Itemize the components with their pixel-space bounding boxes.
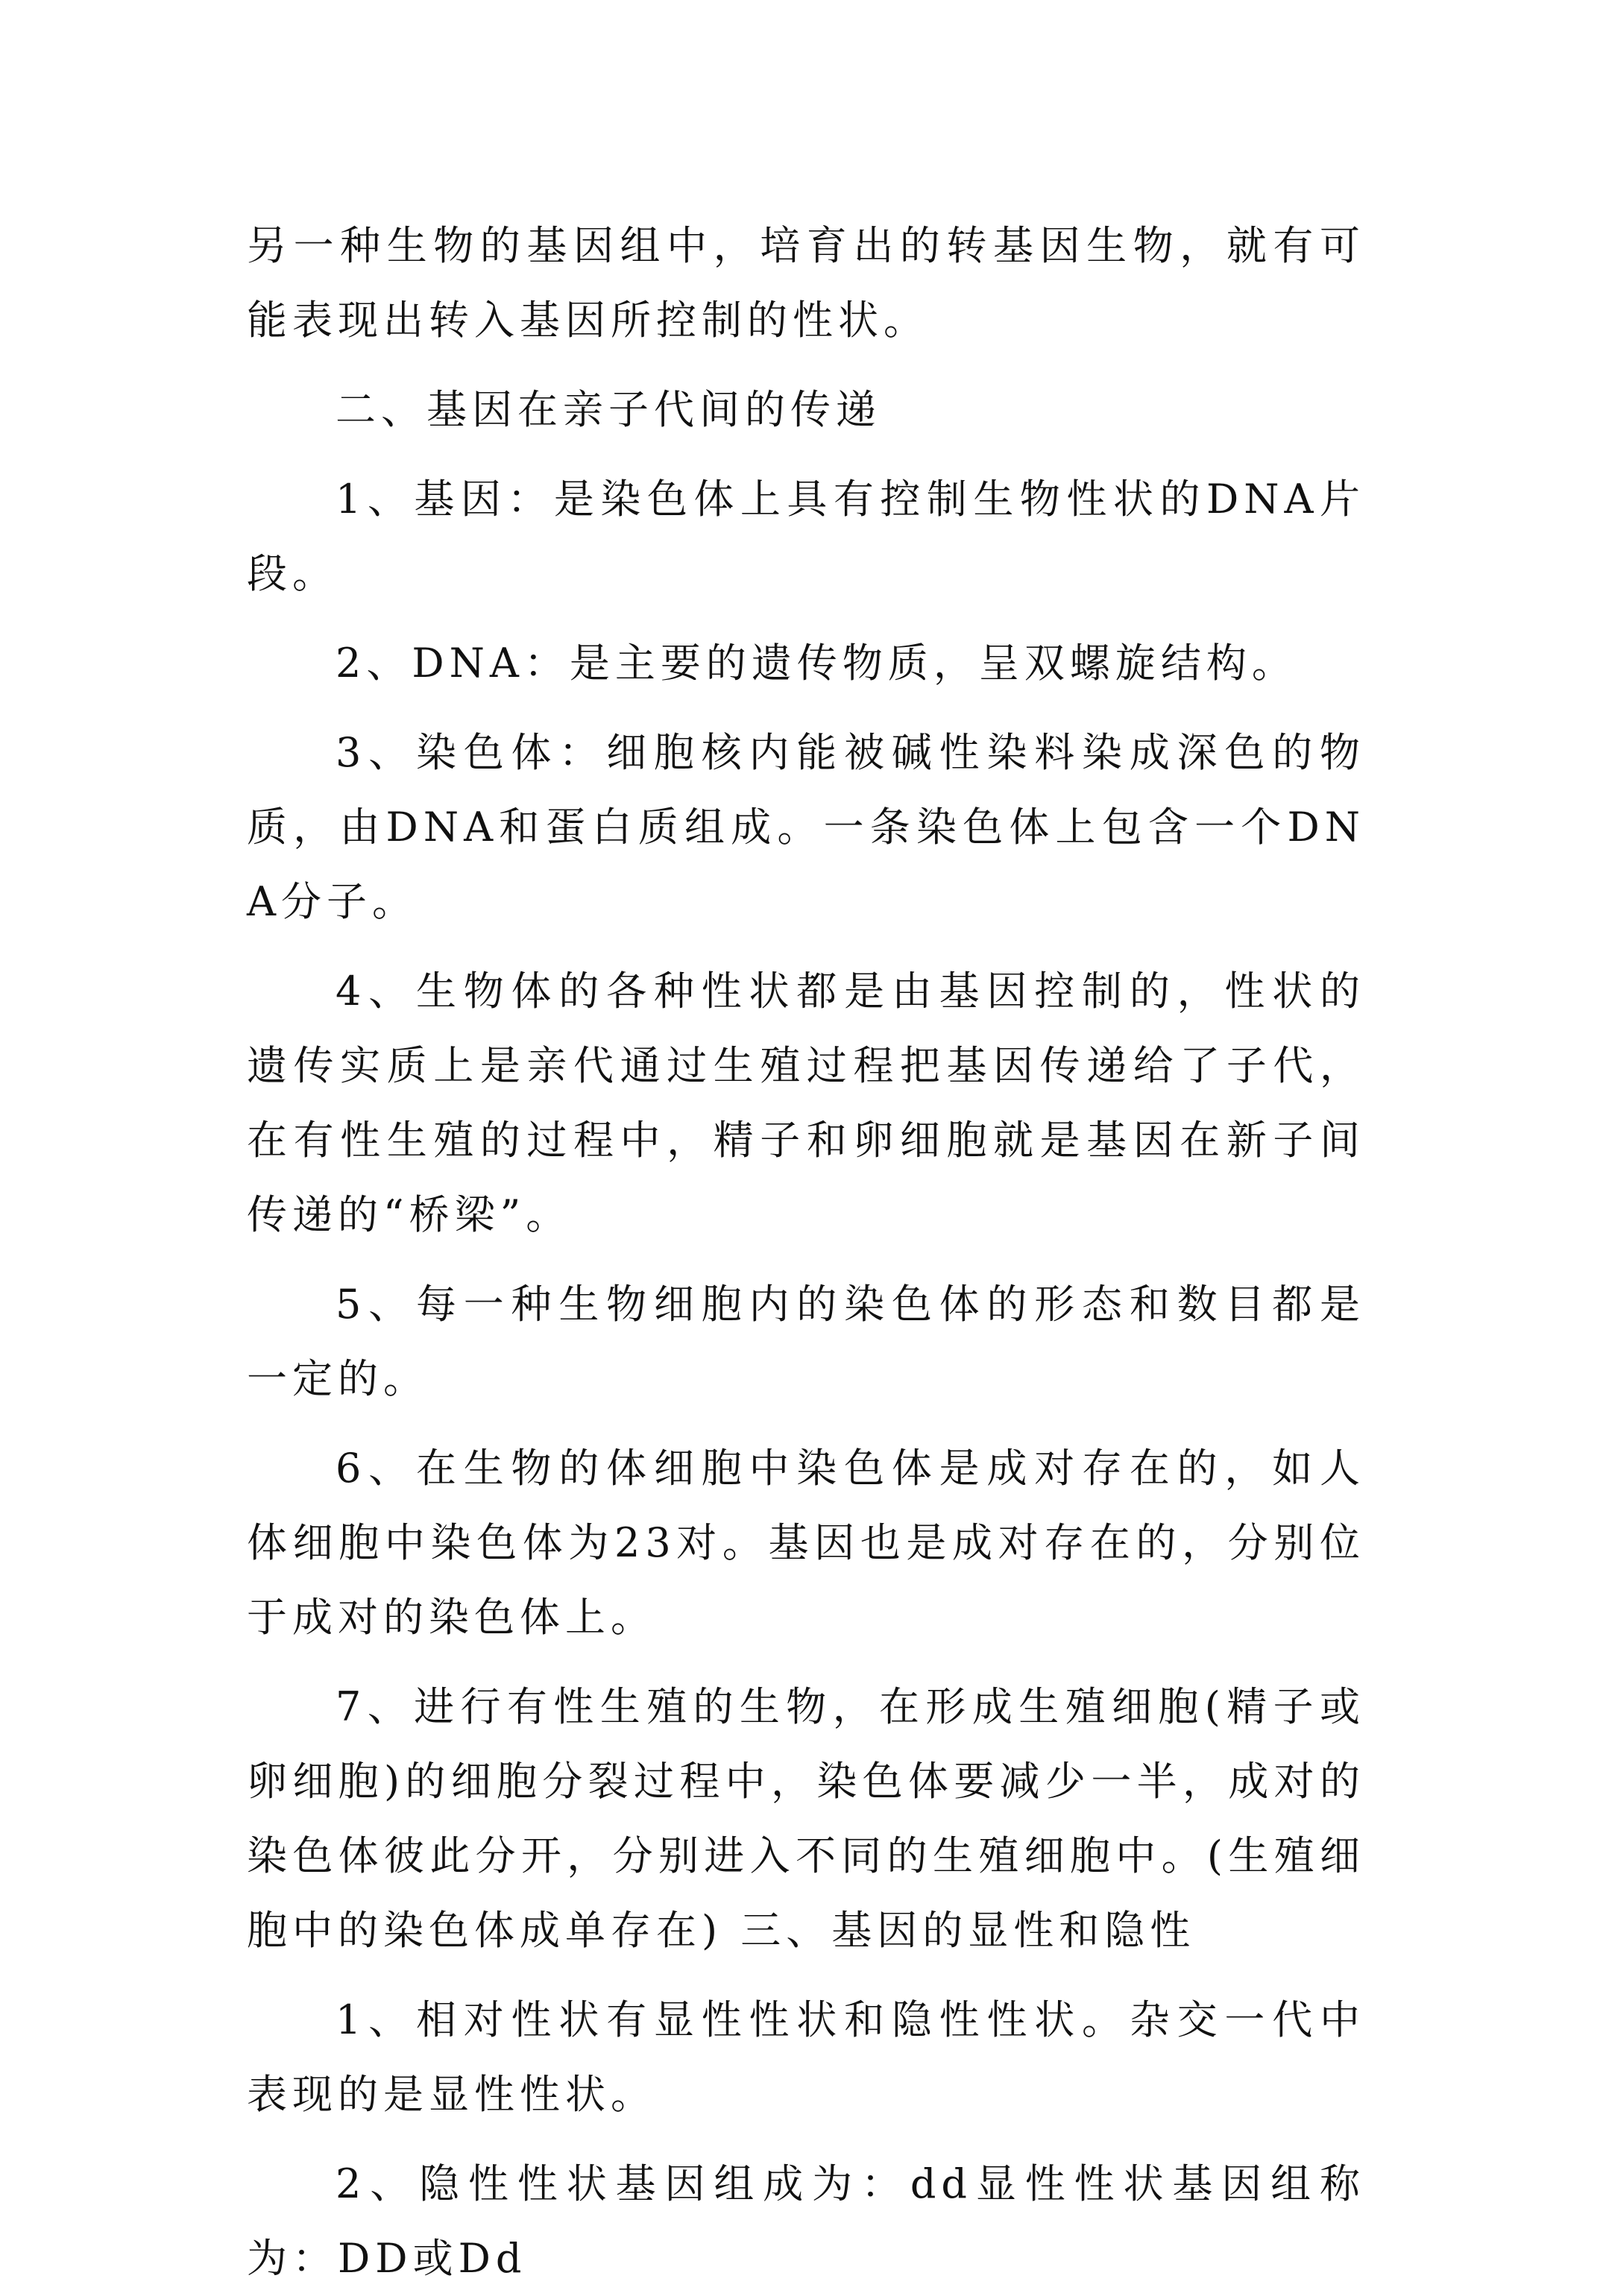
paragraph-chromosome-number: 5、每一种生物细胞内的染色体的形态和数目都是一定的。	[247, 1281, 1365, 1402]
paragraph-continuation: 另一种生物的基因组中，培育出的转基因生物，就有可能表现出转入基因所控制的性状。	[247, 222, 1365, 344]
paragraph-dominant-recessive-traits: 1、相对性状有显性性状和隐性性状。杂交一代中表现的是显性性状。	[247, 1996, 1365, 2118]
paragraph-trait-inheritance: 4、生物体的各种性状都是由基因控制的，性状的遗传实质上是亲代通过生殖过程把基因传递给了子代，在有性生殖的过程中，精子和卵细胞就是基因在新子间传递的“桥梁”。	[247, 968, 1365, 1238]
paragraph-genotype-notation: 2、隐性性状基因组成为：dd显性性状基因组称为：DD或Dd	[247, 2160, 1365, 2282]
paragraph-chromosome-definition: 3、染色体：细胞核内能被碱性染料染成深色的物质，由DNA和蛋白质组成。一条染色体上包含一个DNA分子。	[247, 729, 1365, 925]
paragraph-paired-chromosomes: 6、在生物的体细胞中染色体是成对存在的，如人体细胞中染色体为23对。基因也是成对存在的，分别位于成对的染色体上。	[247, 1445, 1365, 1641]
paragraph-dna-definition: 2、DNA：是主要的遗传物质，呈双螺旋结构。	[336, 640, 1297, 687]
paragraph-gene-definition: 1、基因：是染色体上具有控制生物性状的DNA片段。	[247, 476, 1365, 597]
section-heading-gene-transmission: 二、基因在亲子代间的传递	[336, 386, 881, 433]
paragraph-meiosis: 7、进行有性生殖的生物，在形成生殖细胞(精子或卵细胞)的细胞分裂过程中，染色体要减少一半，成对的染色体彼此分开，分别进入不同的生殖细胞中。(生殖细胞中的染色体成单存在) 三、基因的显性和隐性	[247, 1683, 1365, 1954]
document-body	[247, 209, 1365, 2296]
